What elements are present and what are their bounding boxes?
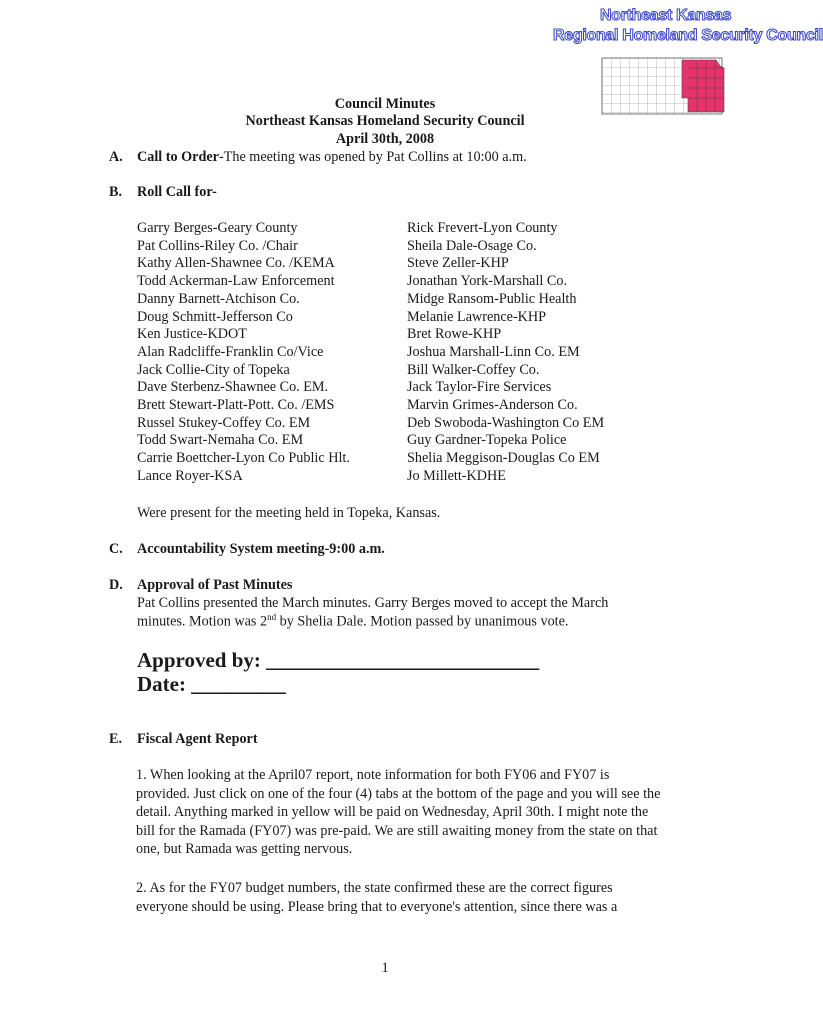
attendee: Jack Collie-City of Topeka bbox=[137, 361, 290, 378]
attendee: Rick Frevert-Lyon County bbox=[407, 220, 558, 236]
section-e-title: Fiscal Agent Report bbox=[137, 731, 258, 747]
attendee: Midge Ransom-Public Health bbox=[407, 290, 577, 307]
attendee: Pat Collins-Riley Co. /Chair bbox=[137, 237, 298, 254]
section-d-ordinal-suffix: nd bbox=[267, 612, 277, 622]
meeting-location-note: Were present for the meeting held in Topeka, Kansas. bbox=[137, 505, 441, 521]
attendee: Garry Berges-Geary County bbox=[137, 220, 298, 236]
attendee: Joshua Marshall-Linn Co. EM bbox=[407, 343, 580, 360]
section-b-title: Roll Call for- bbox=[137, 184, 217, 200]
section-d-title: Approval of Past Minutes bbox=[137, 577, 293, 593]
attendee: Dave Sterbenz-Shawnee Co. EM. bbox=[137, 379, 329, 396]
attendee: Russel Stukey-Coffey Co. EM bbox=[137, 414, 311, 431]
section-a-letter: A. bbox=[109, 149, 123, 165]
section-d-line2-pre: minutes. Motion was 2 bbox=[137, 613, 268, 630]
meeting-date: April 30th, 2008 bbox=[335, 131, 435, 147]
attendee: Marvin Grimes-Anderson Co. bbox=[407, 397, 578, 414]
fiscal-report-paragraph-2: 2. As for the FY07 budget numbers, the state confirmed these are the correct figures everyone should be using. Please bring that to everyone's attention, since there was a bbox=[136, 880, 618, 915]
attendee: Alan Radcliffe-Franklin Co/Vice bbox=[137, 343, 324, 360]
section-a-title: Call to Order bbox=[137, 149, 219, 165]
section-d-line2 bbox=[137, 612, 568, 631]
section-e-letter: E. bbox=[109, 731, 123, 747]
attendee: Shelia Meggison-Douglas Co EM bbox=[407, 450, 600, 467]
attendee: Brett Stewart-Platt-Pott. Co. /EMS bbox=[137, 397, 335, 414]
attendee: Todd Ackerman-Law Enforcement bbox=[137, 273, 335, 290]
attendee: Jonathan York-Marshall Co. bbox=[407, 273, 567, 290]
section-b-letter: B. bbox=[109, 184, 123, 200]
attendee: Carrie Boettcher-Lyon Co Public Hlt. bbox=[137, 450, 350, 467]
attendee: Lance Royer-KSA bbox=[137, 467, 243, 484]
attendee: Bret Rowe-KHP bbox=[407, 326, 502, 343]
logo-title-line1: Northeast Kansas bbox=[600, 7, 732, 24]
section-c-letter: C. bbox=[109, 541, 123, 557]
attendee: Melanie Lawrence-KHP bbox=[407, 308, 547, 325]
approval-date-line: Date: _________ bbox=[137, 672, 286, 696]
fiscal-report-paragraph-1: 1. When looking at the April07 report, note information for both FY06 and FY07 is provided. Just click on one of the four (4) tabs at the bottom of the page and you will see the detail. Anything marked in yellow will be paid on Wednesday, April 30th. I might note the bill for the Ramada (FY07) was pre-paid. We are still awaiting money from the state on that one, but Ramada was getting nervous. bbox=[136, 767, 661, 858]
attendee: Kathy Allen-Shawnee Co. /KEMA bbox=[137, 255, 335, 272]
attendee: Jack Taylor-Fire Services bbox=[407, 379, 552, 396]
section-d-line2-post: by Shelia Dale. Motion passed by unanimous vote. bbox=[276, 613, 569, 630]
attendee: Todd Swart-Nemaha Co. EM bbox=[137, 432, 304, 449]
attendee: Deb Swoboda-Washington Co EM bbox=[407, 414, 605, 431]
section-d-letter: D. bbox=[109, 577, 123, 593]
section-c-title: Accountability System meeting-9:00 a.m. bbox=[137, 541, 385, 557]
attendee: Guy Gardner-Topeka Police bbox=[407, 432, 567, 449]
attendee: Steve Zeller-KHP bbox=[407, 255, 509, 272]
section-a-line bbox=[137, 149, 527, 166]
roll-call-right-column bbox=[407, 220, 604, 486]
approved-by-line: Approved by: __________________________ bbox=[137, 648, 540, 672]
section-a-text: -The meeting was opened by Pat Collins at 10:00 a.m. bbox=[218, 149, 527, 165]
attendee: Bill Walker-Coffey Co. bbox=[407, 361, 540, 378]
organization-name: Northeast Kansas Homeland Security Council bbox=[245, 113, 525, 129]
attendee: Danny Barnett-Atchison Co. bbox=[137, 290, 300, 307]
attendee: Ken Justice-KDOT bbox=[137, 326, 247, 343]
roll-call-left-column bbox=[137, 220, 350, 486]
section-d-line1: Pat Collins presented the March minutes. Garry Berges moved to accept the March bbox=[137, 595, 609, 611]
document-title: Council Minutes bbox=[334, 96, 436, 112]
attendee: Sheila Dale-Osage Co. bbox=[407, 237, 537, 254]
page-number: 1 bbox=[381, 960, 389, 976]
attendee: Jo Millett-KDHE bbox=[407, 467, 506, 484]
logo-title-line2: Regional Homeland Security Council bbox=[553, 27, 823, 44]
attendee: Doug Schmitt-Jefferson Co bbox=[137, 308, 293, 325]
